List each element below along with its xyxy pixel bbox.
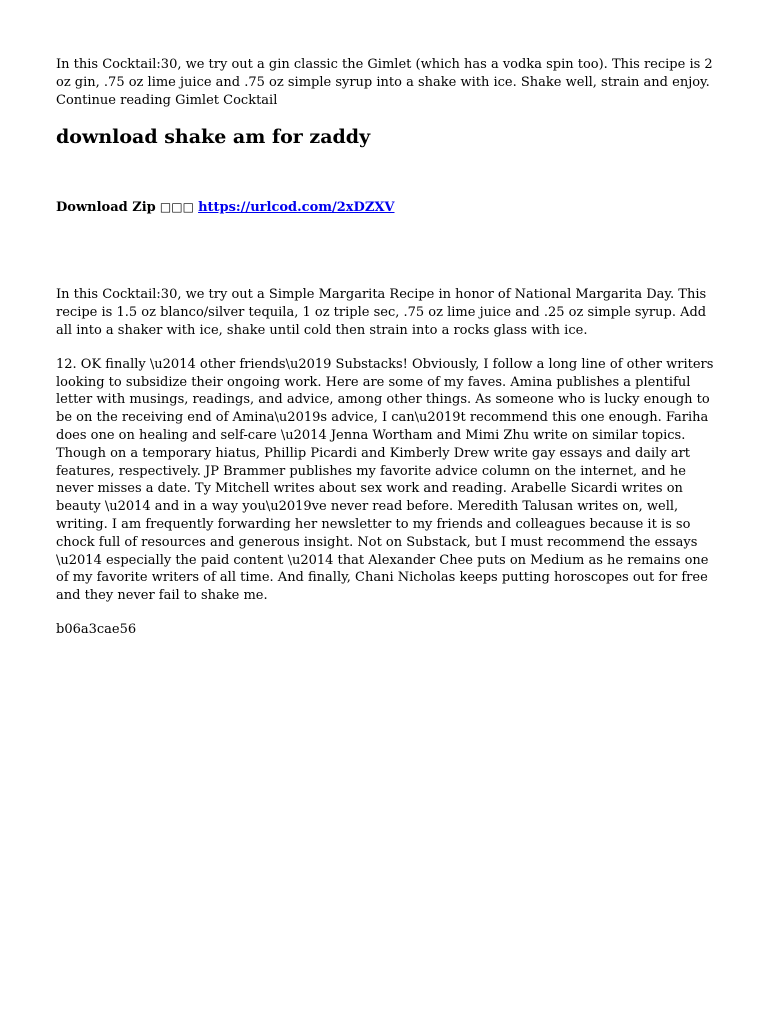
download-link[interactable]: https://urlcod.com/2xDZXV: [198, 200, 395, 216]
document-body: [56, 56, 718, 638]
hash-text: b06a3cae56: [56, 621, 137, 637]
substacks-paragraph: 12. OK finally \u2014 other friends\u2019 Substacks! Obviously, I follow a long line of other writers looking to subsidize their ongoing work. Here are some of my faves. Amina publishes a plentiful letter with musings, readings, and advice, among other things. As someone who is lucky enough to be on the receiving end of Amina\u2019s advice, I can\u2019t recommend this one enough. Fariha does one on healing and self-care \u2014 Jenna Wortham and Mimi Zhu write on similar topics. Though on a temporary hiatus, Phillip Picardi and Kimberly Drew write gay essays and daily art features, respectively. JP Brammer publishes my favorite advice column on the internet, and he never misses a date. Ty Mitchell writes about sex work and reading. Arabelle Sicardi writes on beauty \u2014 and in a way you\u2019ve never read before. Meredith Talusan writes on, well, writing. I am frequently forwarding her newsletter to my friends and colleagues because it is so chock full of resources and generous insight. Not on Substack, but I must recommend the essays \u2014 especially the paid content \u2014 that Alexander Chee puts on Medium as he remains one of my favorite writers of all time. And finally, Chani Nicholas keeps putting horoscopes out for free and they never fail to shake me.: [56, 356, 714, 604]
download-label: Download Zip: [56, 200, 156, 216]
margarita-paragraph: In this Cocktail:30, we try out a Simple Margarita Recipe in honor of National Margarita Day. This recipe is 1.5 oz blanco/silver tequila, 1 oz triple sec, .75 oz lime juice and .25 oz simple syrup. Add all into a shaker with ice, shake until cold then strain into a rocks glass with ice.: [56, 287, 707, 338]
download-line: [56, 199, 718, 216]
intro-paragraph: In this Cocktail:30, we try out a gin classic the Gimlet (which has a vodka spin too). This recipe is 2 oz gin, .75 oz lime juice and .75 oz simple syrup into a shake with ice. Shake well, strain and enjoy. Continue reading Gimlet Cocktail: [56, 57, 713, 108]
page-title: download shake am for zaddy: [56, 126, 371, 149]
download-arrows: □□□: [159, 200, 194, 215]
